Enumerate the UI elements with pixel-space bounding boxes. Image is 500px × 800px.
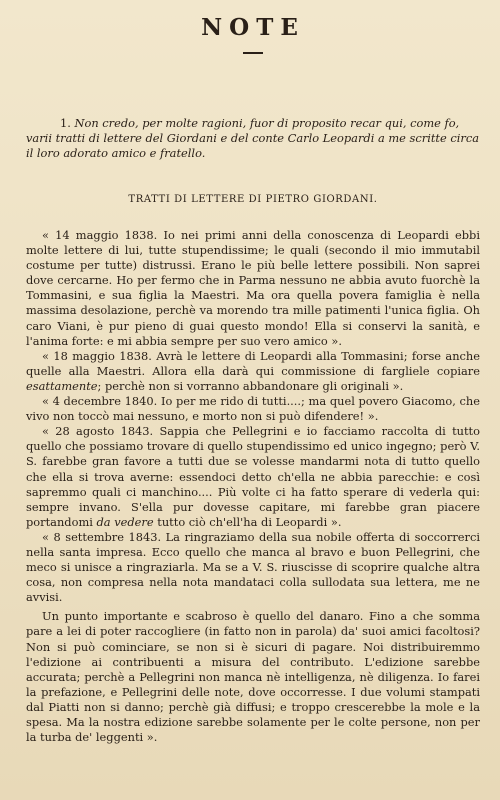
letters-body [26,228,480,745]
letter-paragraph: « 14 maggio 1838. Io nei primi anni della conoscenza di Leopardi ebbi molte lettere di lui, tutte stupendissime; le quali (secondo il mio immutabil costume per tutte) distrussi. Erano le più belle lettere possibili. Non saprei dove cercarne. Ho per fermo che in Parma nessuno ne abbia avuto fuorchè la Tommasini, e sua figlia la Maestri. Ma ora quella povera famiglia è nella massima desolazione, perchè va morendo tra mille patimenti l'unica figlia. Oh caro Viani, è pur pieno di guai questo mondo! Ella si conservi la sanità, e l'anima forte: e mi abbia sempre per suo vero amico ». [26,228,480,348]
paragraph-text: « 28 agosto 1843. Sappia che Pellegrini e io facciamo raccolta di tutto quello che possiamo trovare di quello stupendissimo ed unico ingegno; però V. S. farebbe gran favore a tutti due se volesse mandarmi nota di tutto quello che ella si trova averne: essendoci detto ch'ella ne abbia parecchie: e così sapremmo quali ci manchino.... Più volte ci ha fatto sperare di vederla qui: sempre invano. S'ella pur dovesse capitare, mi farebbe gran piacere portandomi [26,424,480,529]
page-title: NOTE [201,14,305,41]
section-heading: TRATTI DI LETTERE DI PIETRO GIORDANI. [128,194,378,205]
paragraph-text: tutto ciò ch'ell'ha di Leopardi ». [153,514,342,529]
letter-paragraph: « 4 decembre 1840. Io per me rido di tutti....; ma quel povero Giacomo, che vivo non toccò mai nessuno, e morto non si può difendere! ». [26,394,480,424]
emphasis-text: esattamente [26,378,98,393]
emphasis-text: da vedere [96,514,154,529]
note-number: 1. [60,116,71,130]
letter-paragraph: « 8 settembre 1843. La ringraziamo della sua nobile offerta di soccorrerci nella santa impresa. Ecco quello che manca al bravo e buon Pellegrini, che meco si unisce a ringraziarla. Ma se a V. S. riuscisse di scoprire qualche altra cosa, non compresa nella nota mandataci colla sullodata sua lettera, me ne avvisi. [26,529,480,605]
title-rule [243,52,263,54]
letter-paragraph [26,349,480,394]
letter-paragraph [26,424,480,530]
note-1 [26,116,480,161]
paragraph-text: « 18 maggio 1838. Avrà le lettere di Leopardi alla Tommasini; forse anche quelle alla Maestri. Allora ella darà qui commissione di fargliele copiare [26,348,480,378]
note-text: Non credo, per molte ragioni, fuor di proposito recar qui, come fo, varii tratti di lettere del Giordani e del conte Carlo Leopardi a me scritte circa il loro adorato amico e fratello. [26,116,480,160]
paragraph-text: ; perchè non si vorranno abbandonare gli originali ». [97,378,404,393]
letter-paragraph: Un punto importante e scabroso è quello del danaro. Fino a che somma pare a lei di poter raccogliere (in fatto non in parola) da' suoi amici facoltosi? Non si può cominciare, se non si è sicuri di pagare. Noi distribuiremmo l'edizione ai contribuenti a misura del contributo. L'edizione sarebbe accurata; perchè a Pellegrini non manca nè intelligenza, nè diligenza. Io farei la prefazione, e Pellegrini delle note, dove occorresse. I due volumi stampati dal Piatti non si danno; perchè già diffusi; e troppo crescerebbe la mole e la spesa. Ma la nostra edizione sarebbe solamente per le colte persone, non per la turba de' leggenti ». [26,609,480,745]
